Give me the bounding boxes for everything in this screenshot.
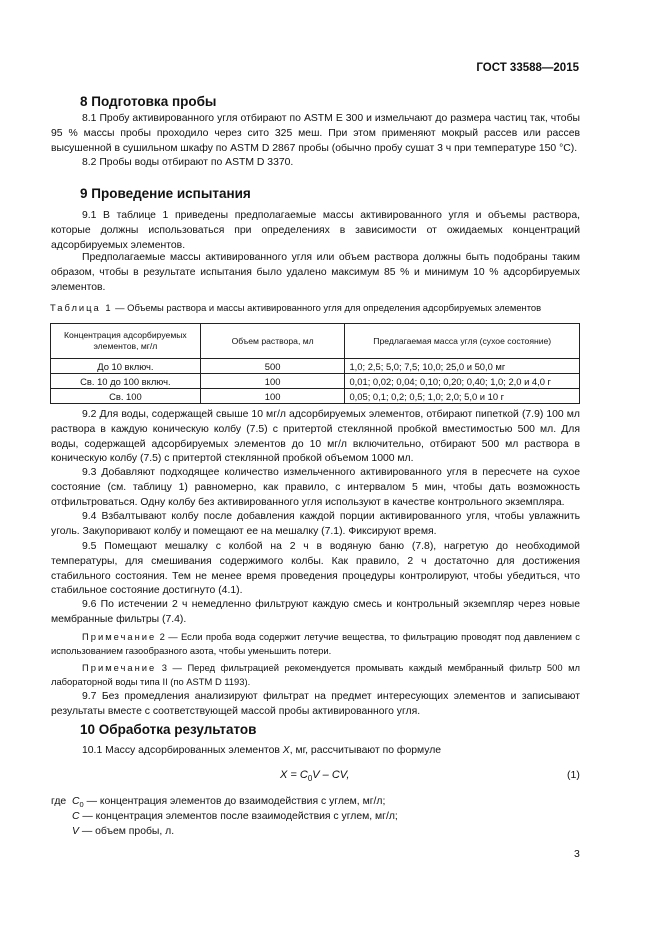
section-8-title: 8 Подготовка пробы [80, 94, 217, 109]
table-cell: 100 [200, 374, 345, 389]
formula-1: $X = C_0V$ – CV, [280, 769, 350, 784]
table-cell: 100 [200, 389, 345, 404]
para-9-7: 9.7 Без промедления анализируют фильтрат на предмет интересующих элементов и записывают результаты вместе с соответствующей массой пробы активированного угля. [51, 691, 580, 717]
para-9-6: 9.6 По истечении 2 ч немедленно фильтруют каждую смесь и контрольный экземпляр через новые мембранные фильтры (7.4). [51, 599, 580, 625]
note-2: Примечание 2 — Если проба вода содержит летучие вещества, то фильтрацию проводят под давлением с использованием газообразного азота, чтобы уменьшить потери. [51, 631, 580, 656]
para-10-1: 10.1 Массу адсорбированных элементов X, мг, рассчитывают по формуле [82, 745, 442, 756]
para-9-3: 9.3 Добавляют подходящее количество измельченного активированного угля в пересчете на сухое состояние (см. таблицу 1) равномерно, как правило, с интервалом 5 мин, чтобы дать возможность отфильтроваться. Одну колбу без активированного угля используют в качестве контрольного экземпляра. [51, 467, 580, 508]
table-cell: Св. 10 до 100 включ. [51, 374, 201, 389]
table-row [51, 374, 580, 389]
table-row [51, 389, 580, 404]
table-cell: До 10 включ. [51, 359, 201, 374]
para-8-2: 8.2 Пробы воды отбирают по ASTM D 3370. [82, 157, 294, 168]
table-header-cell: Концентрация адсорбируемых элементов, мг/л [51, 324, 201, 359]
where-item: $C_0$ — концентрация элементов до взаимодействия с углем, мг/л; [72, 796, 386, 810]
where-label: где [51, 796, 67, 807]
para-9-1: 9.1 В таблице 1 приведены предполагаемые массы активированного угля и объемы раствора, которые должны использоваться при определениях в зависимости от ожидаемых концентраций адсорбируемых элементов. [51, 210, 580, 251]
table-cell: 0,05; 0,1; 0,2; 0,5; 1,0; 2,0; 5,0 и 10 г [345, 389, 580, 404]
where-item: V — объем пробы, л. [72, 826, 175, 837]
para-9-2: 9.2 Для воды, содержащей свыше 10 мг/л адсорбируемых элементов, отбирают пипеткой (7.9) 100 мл раствора в каждую коническую колбу (7.5) с притертой стеклянной пробкой вместимостью 500 мл. Для воды, содержащей адсорбируемых элементов до 10 мг/л включительно, отбирают 500 мл раствора в коническую колбу (7.5) с притертой стеклянной пробкой объемом 1000 мл. [51, 409, 580, 465]
table-cell: 0,01; 0,02; 0,04; 0,10; 0,20; 0,40; 1,0; 2,0 и 4,0 г [345, 374, 580, 389]
para-9-5: 9.5 Помещают мешалку с колбой на 2 ч в водяную баню (7.8), нагретую до необходимой температуры, для смешивания содержимого колбы. Как правило, 2 ч достаточно для достижения стабильного состояния. Тем не менее время проведения процедуры контролируют, чтобы убедиться, что стабильное состояние достигнуто (4.1). [51, 541, 580, 597]
para-8-1: 8.1 Пробу активированного угля отбирают по ASTM E 300 и измельчают до размера частиц так, чтобы 95 % массы пробы проходило через сито 325 меш. При этом применяют мокрый рассев или рассев высушенной в сушильном шкафу по ASTM D 2867 пробы (обычно пробу сушат 3 ч при температуре 150 °C). [51, 113, 580, 154]
formula-number: (1) [567, 769, 580, 781]
table-header-cell: Объем раствора, мл [200, 324, 345, 359]
table-header-cell: Предлагаемая масса угля (сухое состояние) [345, 324, 580, 359]
page-number: 3 [574, 848, 580, 860]
note-3: Примечание 3 — Перед фильтрацией рекомендуется промывать каждый мембранный фильтр 500 мл лабораторной воды типа II (по ASTM D 1193). [51, 662, 580, 687]
section-9-title: 9 Проведение испытания [80, 186, 251, 201]
where-item: C — концентрация элементов после взаимодействия с углем, мг/л; [72, 811, 398, 822]
table-1-caption: Таблица 1 — Объемы раствора и массы активированного угля для определения адсорбируемых элементов [50, 302, 542, 313]
section-10-title: 10 Обработка результатов [80, 722, 257, 737]
table-cell: 1,0; 2,5; 5,0; 7,5; 10,0; 25,0 и 50,0 мг [345, 359, 580, 374]
table-row [51, 359, 580, 374]
table-cell: 500 [200, 359, 345, 374]
document-header-id: ГОСТ 33588—2015 [476, 62, 579, 74]
table-cell: Св. 100 [51, 389, 201, 404]
table-header-row [51, 324, 580, 359]
para-9-1b: Предполагаемые массы активированного угля или объем раствора должны быть подобраны таким образом, чтобы в результате испытания было удалено максимум 85 % и минимум 10 % адсорбируемых элементов. [51, 252, 580, 293]
para-9-4: 9.4 Взбалтывают колбу после добавления каждой порции активированного угля, чтобы увлажнить уголь. Закупоривают колбу и помещают ее на мешалку (7.1). Фиксируют время. [51, 511, 580, 537]
table-1 [50, 323, 580, 404]
